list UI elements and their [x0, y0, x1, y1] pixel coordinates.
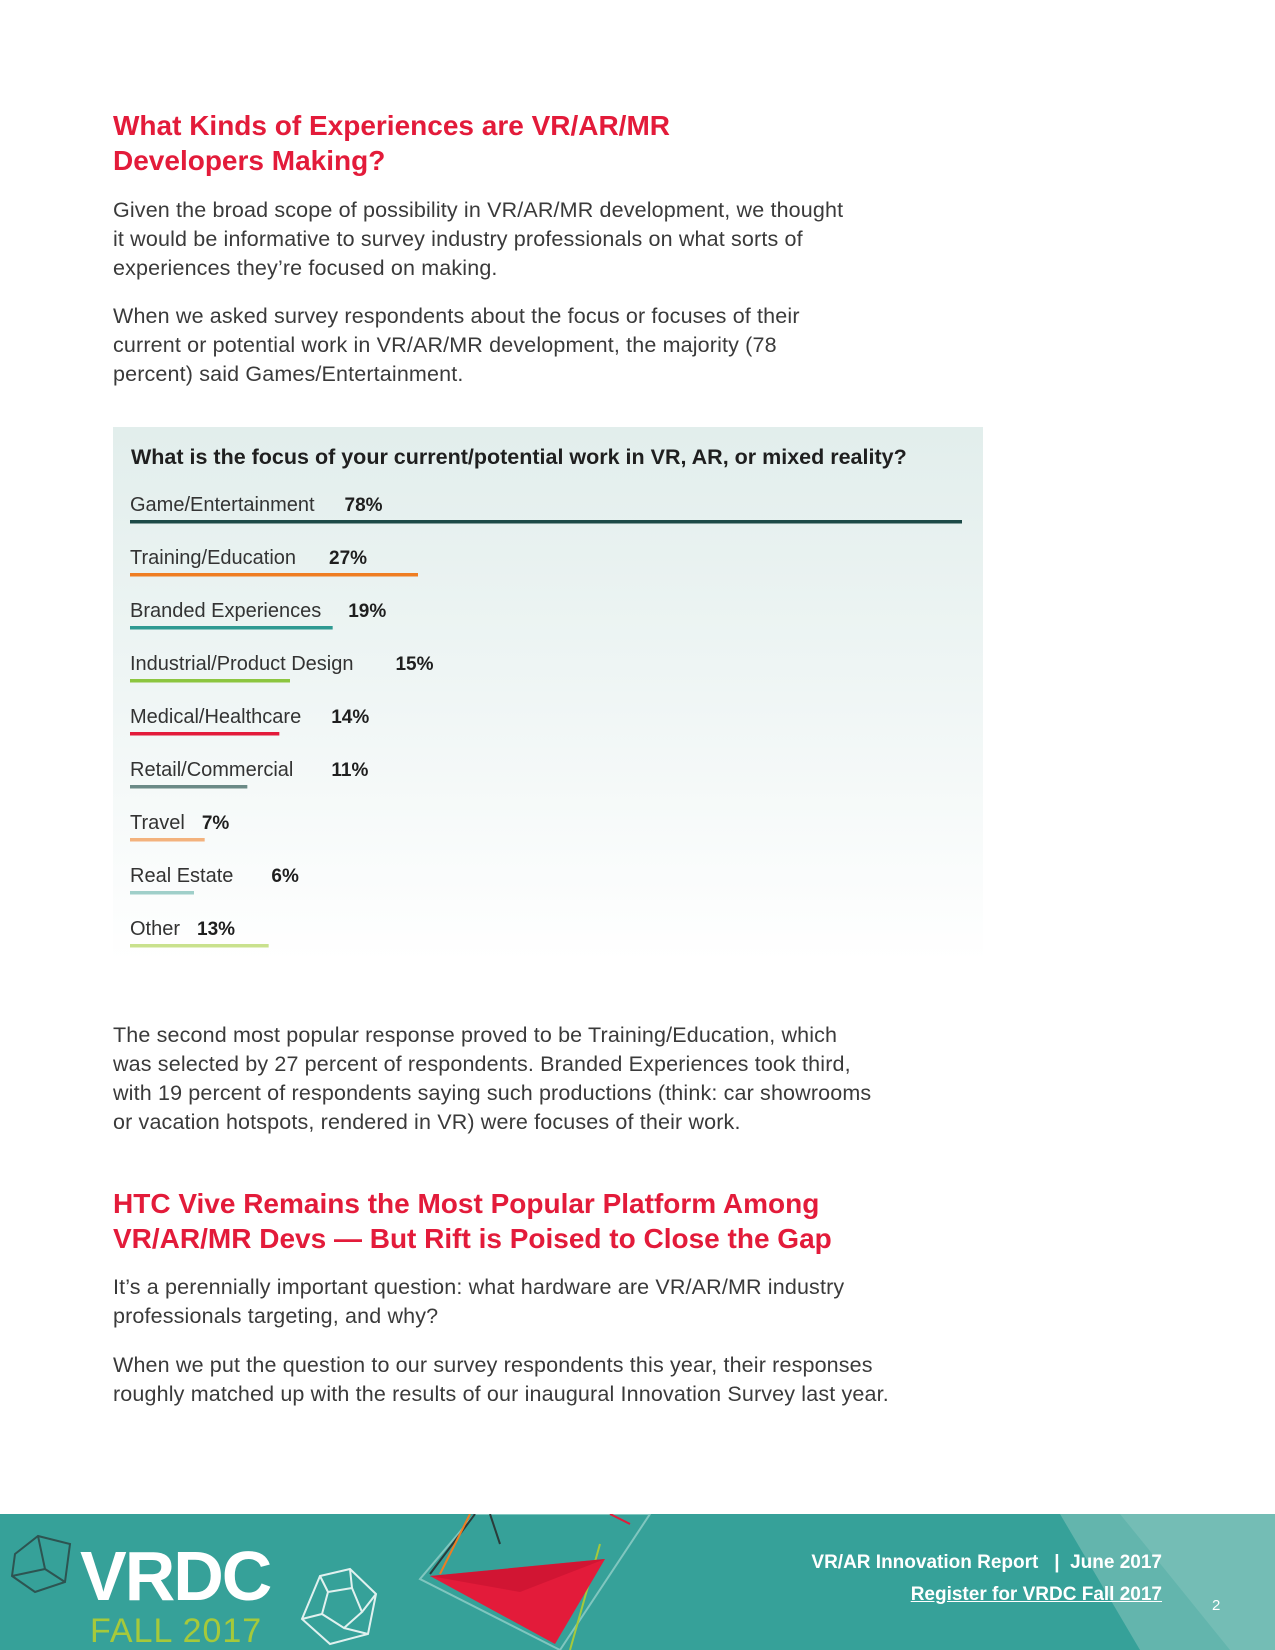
report-date: June 2017: [1070, 1552, 1162, 1573]
bar: [130, 573, 418, 577]
bar: [130, 520, 962, 524]
bar-value-label: 14%: [331, 707, 370, 728]
page-footer: [0, 1514, 1275, 1650]
bar: [130, 679, 290, 683]
bar-value-label: 6%: [271, 866, 299, 887]
text-line: Given the broad scope of possibility in VR/AR/MR development, we thought: [113, 198, 844, 222]
footer-register-row: [911, 1584, 1162, 1606]
bar: [130, 891, 194, 895]
bar: [130, 838, 205, 842]
bar-label: Other: [130, 918, 181, 940]
text-line: It’s a perennially important question: what hardware are VR/AR/MR industry: [113, 1275, 845, 1299]
dodecahedron-icon: [302, 1569, 376, 1644]
bar-label: Real Estate: [130, 865, 234, 887]
bar-label: Branded Experiences: [130, 600, 322, 622]
bar: [130, 732, 279, 736]
heading-line: Developers Making?: [113, 145, 386, 176]
text-line: roughly matched up with the results of our inaugural Innovation Survey last year.: [113, 1382, 889, 1406]
report-title: VR/AR Innovation Report: [811, 1552, 1039, 1573]
bar: [130, 626, 333, 630]
vrdc-logo-subtext: FALL 2017: [90, 1612, 263, 1650]
bar-value-label: 7%: [201, 813, 230, 834]
text-line: it would be informative to survey industry professionals on what sorts of: [113, 227, 803, 251]
vrdc-logo: VRDC: [80, 1537, 271, 1615]
hardware-results-paragraph: [113, 1351, 993, 1409]
bar-value-label: 11%: [331, 760, 369, 781]
text-line: professionals targeting, and why?: [113, 1304, 439, 1328]
bar-label: Industrial/Product Design: [130, 653, 354, 675]
text-line: with 19 percent of respondents saying such productions (think: car showrooms: [113, 1081, 872, 1105]
bar: [130, 785, 247, 789]
bar-label: Game/Entertainment: [130, 494, 315, 516]
chart-plot: [113, 427, 983, 962]
bar-label: Training/Education: [130, 547, 297, 569]
footer-report-line: [811, 1552, 1162, 1574]
text-line: When we asked survey respondents about the focus or focuses of their: [113, 304, 800, 328]
footer-graphics: [0, 1514, 1275, 1650]
bar-value-label: 78%: [344, 495, 383, 516]
hardware-question-paragraph: [113, 1273, 993, 1331]
text-line: or vacation hotspots, rendered in VR) were focuses of their work.: [113, 1110, 741, 1134]
cube-icon: [12, 1536, 70, 1592]
intro-paragraph: [113, 196, 993, 283]
results-paragraph: [113, 1021, 993, 1137]
section-heading-platforms: [113, 1186, 1013, 1256]
focus-chart: [113, 427, 983, 962]
bar-label: Travel: [130, 812, 185, 834]
text-line: When we put the question to our survey respondents this year, their responses: [113, 1353, 873, 1377]
text-line: experiences they’re focused on making.: [113, 256, 498, 280]
heading-line: HTC Vive Remains the Most Popular Platform Among: [113, 1188, 820, 1219]
bar-value-label: 15%: [395, 654, 434, 675]
survey-paragraph: [113, 302, 993, 389]
heading-line: What Kinds of Experiences are VR/AR/MR: [113, 110, 671, 141]
text-line: was selected by 27 percent of respondents. Branded Experiences took third,: [113, 1052, 851, 1076]
heading-line: VR/AR/MR Devs — But Rift is Poised to Close the Gap: [113, 1223, 832, 1254]
bar-label: Retail/Commercial: [130, 759, 294, 781]
bar: [130, 944, 269, 948]
footer-separator: |: [1054, 1552, 1060, 1573]
text-line: The second most popular response proved to be Training/Education, which: [113, 1023, 838, 1047]
section-heading-experiences: [113, 108, 933, 178]
chart-title: What is the focus of your current/potential work in VR, AR, or mixed reality?: [131, 445, 907, 469]
text-line: current or potential work in VR/AR/MR development, the majority (78: [113, 333, 777, 357]
page-number: 2: [1212, 1597, 1221, 1614]
register-link[interactable]: Register for VRDC Fall 2017: [910, 1584, 1162, 1605]
bar-value-label: 13%: [197, 919, 236, 940]
bar-value-label: 27%: [329, 548, 368, 569]
text-line: percent) said Games/Entertainment.: [113, 362, 464, 386]
bar-value-label: 19%: [348, 601, 387, 622]
bar-label: Medical/Healthcare: [130, 706, 302, 728]
